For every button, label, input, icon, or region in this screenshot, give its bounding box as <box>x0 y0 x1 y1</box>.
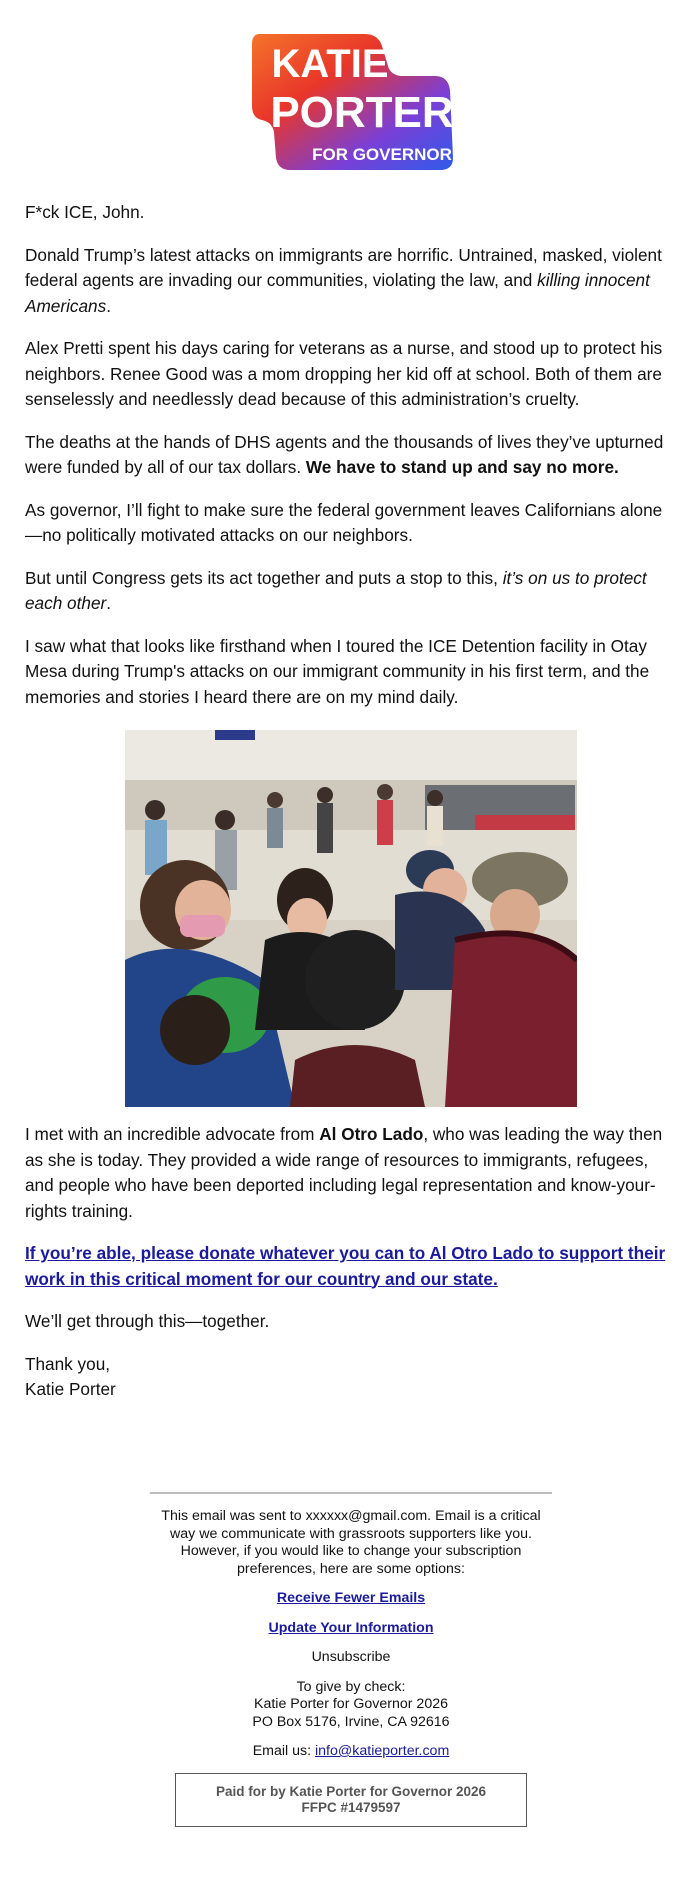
logo-line-3: FOR GOVERNOR <box>312 145 452 164</box>
paragraph-6: I saw what that looks like firsthand when I toured the ICE Detention facility in Otay Mesa during Trump's attacks on our immigrant community in his first term, and the memories and stories I heard there are on my mind daily. <box>25 635 650 707</box>
paid-for-box <box>175 1773 527 1827</box>
logo-line-1: KATIE <box>271 42 389 86</box>
check-address: To give by check: Katie Porter for Governor 2026 PO Box 5176, Irvine, CA 92616 <box>252 1678 450 1730</box>
signoff-name: Katie Porter <box>25 1379 116 1399</box>
paragraph-1: Donald Trump’s latest attacks on immigrants are horrific. Untrained, masked, violent federal agents are invading our communities, violating the law, and killing innocent Americans. <box>25 244 662 316</box>
donate-paragraph <box>25 1241 675 1292</box>
contact-email-link[interactable]: info@katieporter.com <box>315 1743 450 1759</box>
email-footer <box>150 1492 552 1827</box>
donate-link[interactable]: If you’re able, please donate whatever you can to Al Otro Lado to support their work in this critical moment for our country and our state. <box>25 1243 666 1289</box>
footer-notice: This email was sent to xxxxxx@gmail.com. Email is a critical way we communicate with grassroots supporters like you. However, if you would like to change your subscription preferences, here are some options: <box>161 1508 541 1577</box>
katie-porter-logo <box>250 32 455 172</box>
paragraph-4: As governor, I’ll fight to make sure the federal government leaves Californians alone—no politically motivated attacks on our neighbors. <box>25 499 663 545</box>
email-body-bottom <box>25 1122 675 1420</box>
ffpc-number: FFPC #1479597 <box>301 1799 401 1815</box>
signoff-thanks: Thank you, <box>25 1353 111 1374</box>
ice-facility-photo <box>125 730 577 1107</box>
receive-fewer-emails-link[interactable]: Receive Fewer Emails <box>276 1590 426 1606</box>
footer-divider <box>150 1492 552 1494</box>
paragraph-3: The deaths at the hands of DHS agents and the thousands of lives they’ve upturned were funded by all of our tax dollars. We have to stand up and say no more. <box>25 431 664 477</box>
update-information-link[interactable]: Update Your Information <box>268 1619 434 1636</box>
paragraph-5: But until Congress gets its act together and puts a stop to this, it’s on us to protect each other. <box>25 567 647 613</box>
logo-line-2: PORTER <box>270 88 454 137</box>
unsubscribe-link[interactable]: Unsubscribe <box>311 1649 391 1665</box>
paragraph-8: We’ll get through this—together. <box>25 1311 270 1331</box>
greeting: F*ck ICE, John. <box>25 202 145 222</box>
email-contact: Email us: info@katieporter.com <box>252 1743 450 1759</box>
paragraph-2: Alex Pretti spent his days caring for veterans as a nurse, and stood up to protect his neighbors. Renee Good was a mom dropping her kid off at school. Both of them are senselessly and needlessly dead because of this administration’s cruelty. <box>25 338 663 409</box>
paid-for-text: Paid for by Katie Porter for Governor 2026 <box>215 1783 487 1799</box>
paragraph-7: I met with an incredible advocate from Al Otro Lado, who was leading the way then as she is today. They provided a wide range of resources to immigrants, refugees, and people who have been deported including legal representation and know-your-rights training. <box>25 1124 663 1221</box>
email-body-top <box>25 200 675 727</box>
signoff <box>25 1352 675 1403</box>
